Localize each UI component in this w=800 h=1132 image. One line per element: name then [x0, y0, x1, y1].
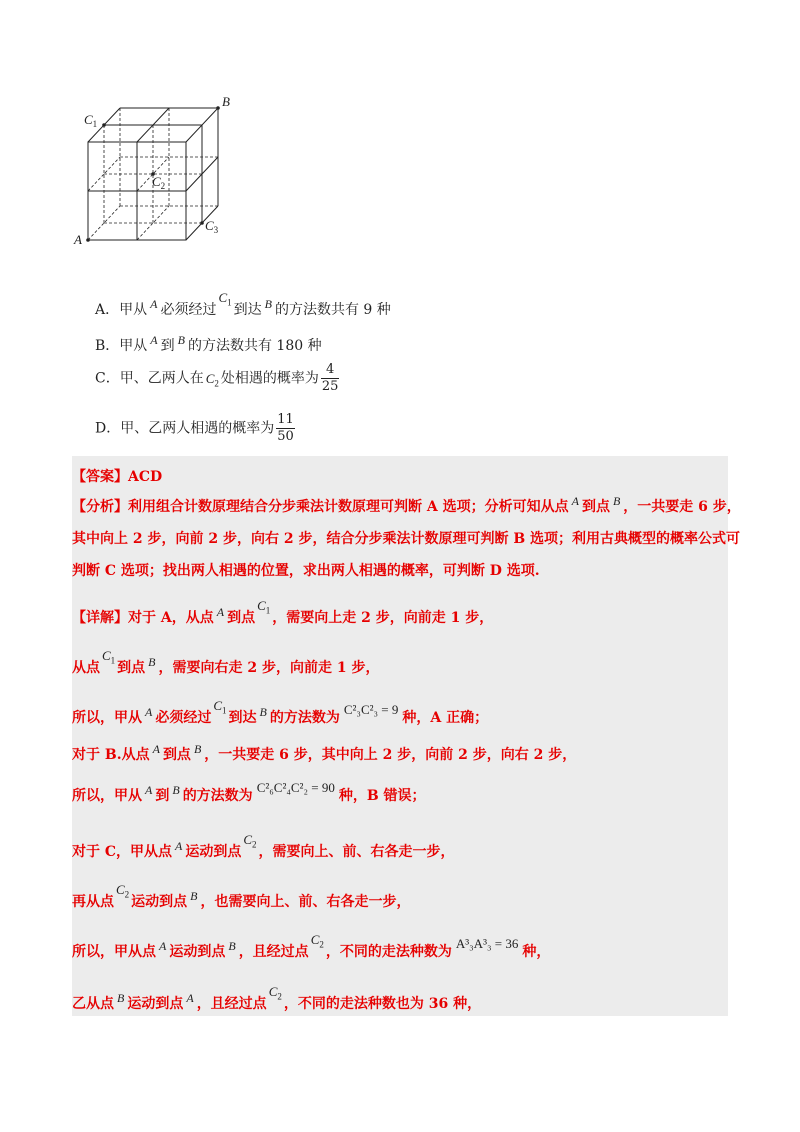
label-a: A [74, 232, 82, 247]
detail-line-6: 对于 C，甲从点 A 运动到点$C_2$ ，需要向上、前、右各走一步， [72, 832, 455, 860]
detail-line-3: 所以，甲从 A 必须经过$C_1$ 到达 B 的方法数为C²₃C²₃ = 9种，A 正确； [72, 698, 489, 726]
analysis-line-2: 其中向上 2 步，向前 2 步，向右 2 步，结合分步乘法计数原理可判断 B 选项；利用古典概型的概率公式可 [72, 531, 741, 547]
detail-line-2: 从点$C_1$ 到点 B ，需要向右走 2 步，向前走 1 步， [72, 648, 380, 676]
formula-c: A³₃A³₃ = 36 [455, 936, 519, 951]
answer-label: 【答案】ACD [72, 469, 163, 485]
option-a: A．甲从 A 必须经过$C_1$ 到达 B 的方法数共有 9 种 [95, 290, 391, 318]
analysis-line-3: 判断 C 选项；找出两人相遇的位置，求出两人相遇的概率，可判断 D 选项. [72, 563, 540, 579]
detail-line-8: 所以，甲从点 A 运动到点 B ，且经过点$C_2$ ，不同的走法种数为A³₃A³₃ = 36种， [72, 932, 551, 960]
detail-line-9: 乙从点 B 运动到点 A ，且经过点$C_2$ ，不同的走法种数也为 36 种， [72, 984, 482, 1012]
detail-line-1: 【详解】对于 A，从点 A 到点$C_1$ ，需要向上走 2 步，向前走 1 步， [72, 598, 494, 626]
detail-line-7: 再从点$C_2$ 运动到点 B ，也需要向上、前、右各走一步， [72, 882, 411, 910]
cube-grid-figure [70, 90, 240, 250]
label-c1: $C_1$ [84, 112, 98, 129]
detail-line-5: 所以，甲从 A 到 B 的方法数为C²₆C²₄C²₂ = 90种，B 错误； [72, 780, 426, 804]
formula-a: C²₃C²₃ = 9 [343, 702, 399, 717]
option-d: D．甲、乙两人相遇的概率为 $\frac{11}{50}$ [95, 412, 294, 444]
label-c2: $C_2$ [152, 174, 166, 191]
option-b: B．甲从 A 到 B 的方法数共有 180 种 [95, 333, 322, 354]
formula-b: C²₆C²₄C²₂ = 90 [256, 780, 335, 795]
option-c: C．甲、乙两人在 $C_2$ 处相遇的概率为 $\frac{4}{25}$ [95, 362, 339, 394]
label-c3: $C_3$ [205, 218, 219, 235]
label-b: B [222, 94, 230, 109]
detail-line-4: 对于 B.从点 A 到点 B ，一共要走 6 步，其中向上 2 步，向前 2 步，向右 2 步， [72, 742, 577, 763]
analysis-line-1: 【分析】利用组合计数原理结合分步乘法计数原理可判断 A 选项；分析可知从点 A 到点 B ，一共要走 6 步， [72, 494, 741, 515]
